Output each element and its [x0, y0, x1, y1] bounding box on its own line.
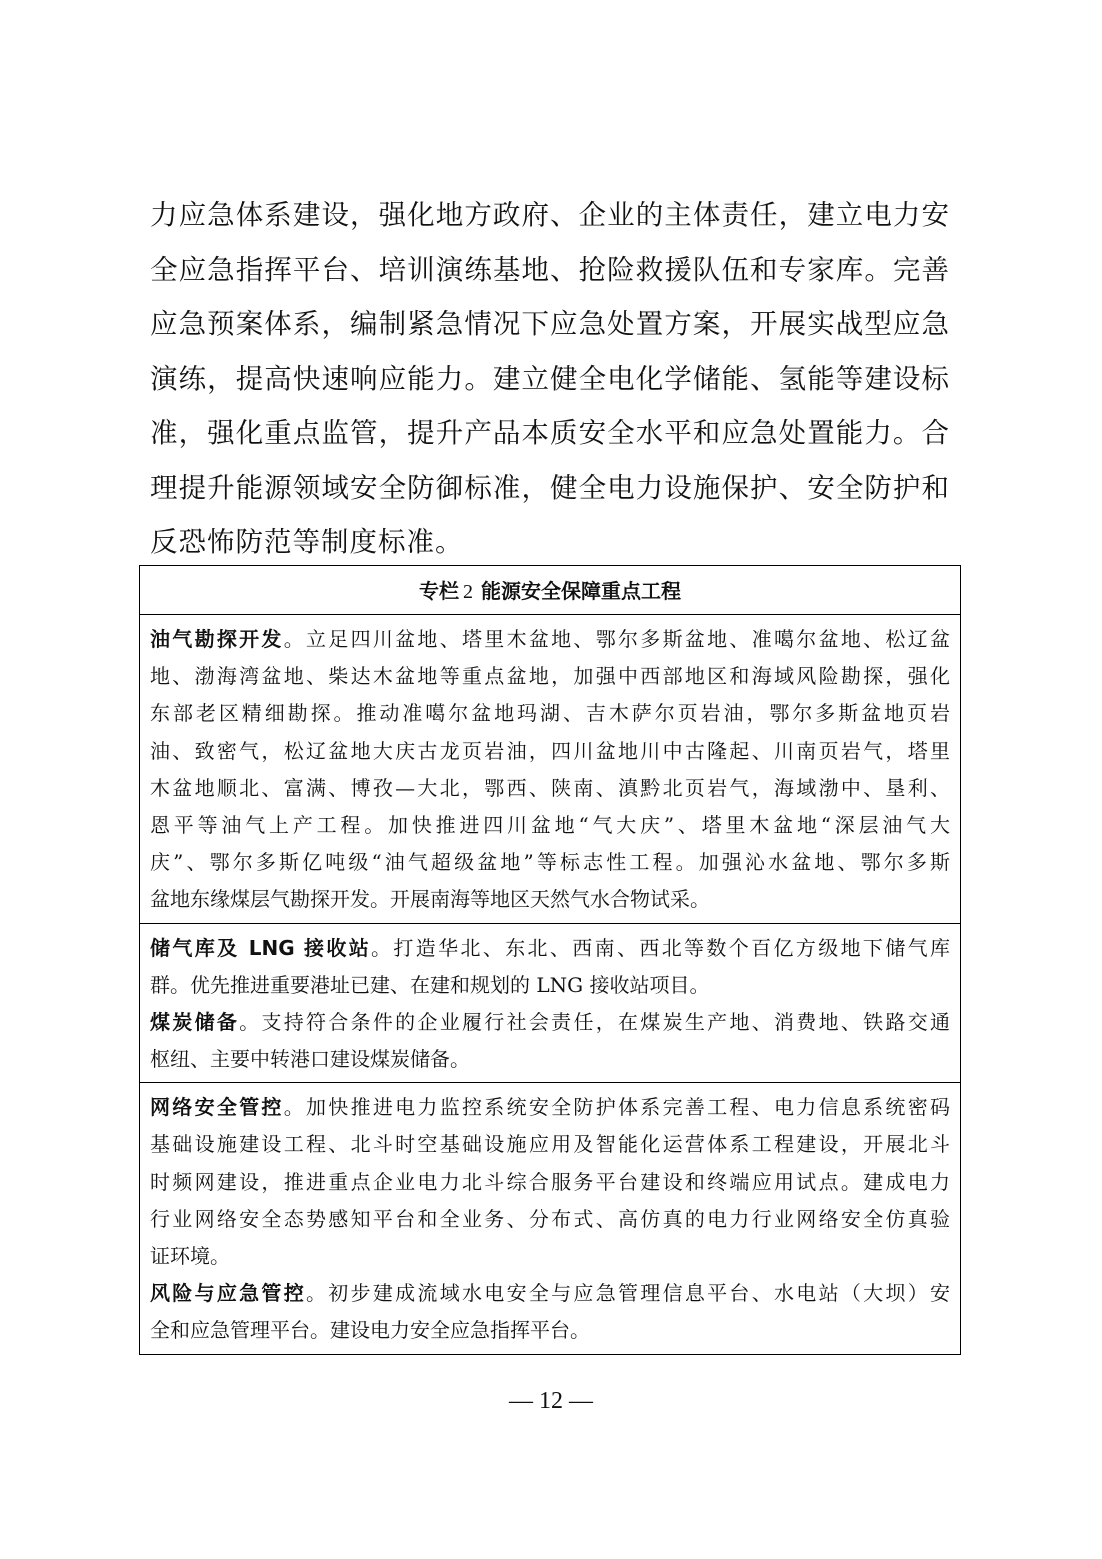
box-line: 群。优先推进重要港址已建、在建和规划的 LNG 接收站项目。: [150, 972, 710, 997]
box-line: [150, 621, 950, 658]
body-line: 反恐怖防范等制度标准。: [150, 526, 464, 558]
box-line: 盆地东缘煤层气勘探开发。开展南海等地区天然气水合物试采。: [150, 887, 710, 912]
box-line: 基础设施建设工程、北斗时空基础设施应用及智能化运营体系工程建设，开展北斗: [150, 1132, 950, 1157]
box-title-text: 能源安全保障重点工程: [481, 579, 681, 603]
item-text: 。打造华北、东北、西南、西北等数个百亿方级地下储气库: [371, 935, 950, 960]
box-title: [140, 566, 960, 615]
box-line: 地、渤海湾盆地、柴达木盆地等重点盆地，加强中西部地区和海域风险勘探，强化: [150, 664, 950, 689]
item-text: 。立足四川盆地、塔里木盆地、鄂尔多斯盆地、准噶尔盆地、松辽盆: [283, 627, 951, 651]
box-section-oil-gas: [140, 615, 960, 924]
body-line: 全应急指挥平台、培训演练基地、抢险救援队伍和专家库。完善: [150, 253, 950, 286]
body-line: 理提升能源领域安全防御标准，健全电力设施保护、安全防护和: [150, 471, 950, 504]
box-section-storage: [140, 924, 960, 1084]
item-heading: 储气库及 LNG 接收站: [150, 935, 372, 960]
box-line: [150, 1089, 950, 1126]
body-line: 准，强化重点监管，提升产品本质安全水平和应急处置能力。合: [150, 417, 950, 449]
page-number: — 12 —: [509, 1388, 593, 1414]
box-line: 庆”、鄂尔多斯亿吨级“油气超级盆地”等标志性工程。加强沁水盆地、鄂尔多斯: [150, 850, 950, 875]
box-line: [150, 1004, 950, 1041]
feature-box: [139, 565, 961, 1355]
item-text: 。初步建成流域水电安全与应急管理信息平台、水电站（大坝）安: [306, 1281, 950, 1306]
box-section-security: [140, 1083, 960, 1353]
body-paragraph: [150, 188, 950, 570]
body-line: 力应急体系建设，强化地方政府、企业的主体责任，建立电力安: [150, 199, 950, 231]
box-title-number: 2: [463, 581, 473, 603]
item-text: 。加快推进电力监控系统安全防护体系完善工程、电力信息系统密码: [283, 1095, 951, 1120]
item-heading: 风险与应急管控: [150, 1281, 306, 1306]
box-line: 行业网络安全态势感知平台和全业务、分布式、高仿真的电力行业网络安全仿真验: [150, 1206, 950, 1231]
item-heading: 网络安全管控: [150, 1095, 284, 1120]
box-line: [150, 930, 950, 967]
body-line: 演练，提高快速响应能力。建立健全电化学储能、氢能等建设标: [150, 362, 950, 395]
box-line: 枢纽、主要中转港口建设煤炭储备。: [150, 1047, 470, 1072]
item-text: 。支持符合条件的企业履行社会责任，在煤炭生产地、消费地、铁路交通: [239, 1009, 951, 1034]
box-line: 恩平等油气上产工程。加快推进四川盆地“气大庆”、塔里木盆地“深层油气大: [150, 812, 950, 837]
box-line: [150, 1275, 950, 1312]
box-line: 油、致密气，松辽盆地大庆古龙页岩油，四川盆地川中古隆起、川南页岩气，塔里: [150, 738, 950, 763]
box-line: 全和应急管理平台。建设电力安全应急指挥平台。: [150, 1318, 590, 1343]
item-heading: 煤炭储备: [150, 1009, 240, 1034]
box-line: 时频网建设，推进重点企业电力北斗综合服务平台建设和终端应用试点。建成电力: [150, 1169, 950, 1194]
body-line: 应急预案体系，编制紧急情况下应急处置方案，开展实战型应急: [150, 308, 950, 340]
item-heading: 油气勘探开发: [150, 627, 284, 651]
box-title-prefix: 专栏: [419, 579, 459, 603]
box-line: 木盆地顺北、富满、博孜—大北，鄂西、陕南、滇黔北页岩气，海域渤中、垦利、: [150, 775, 950, 800]
box-line: 东部老区精细勘探。推动准噶尔盆地玛湖、吉木萨尔页岩油，鄂尔多斯盆地页岩: [150, 701, 950, 726]
box-line: 证环境。: [150, 1244, 230, 1268]
